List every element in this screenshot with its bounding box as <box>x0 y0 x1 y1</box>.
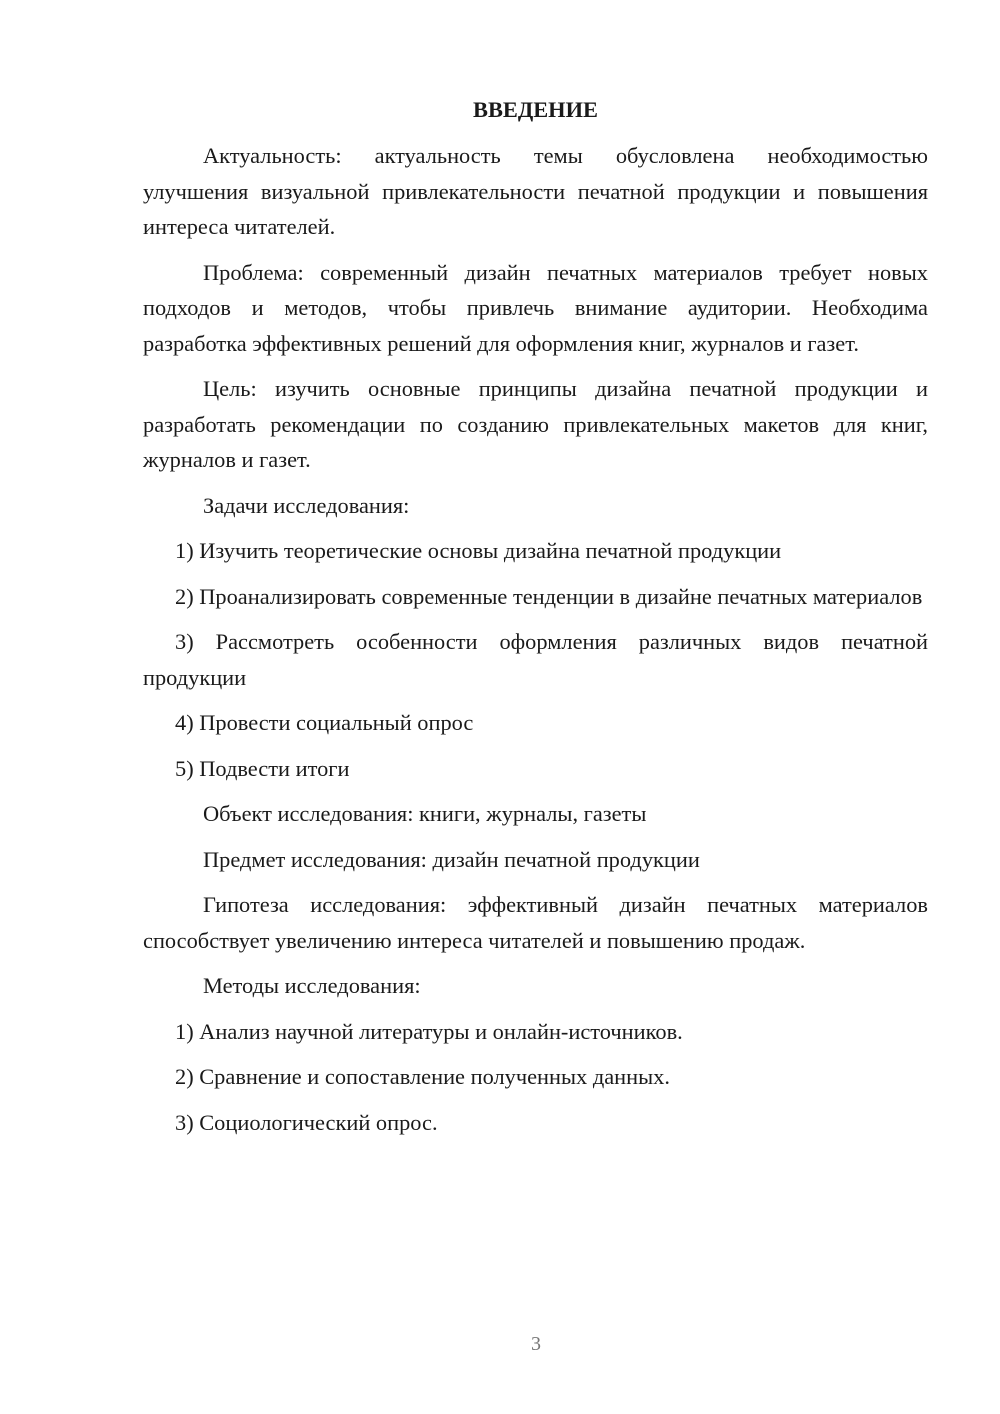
research-hypothesis: Гипотеза исследования: эффективный дизайн печатных материалов способствует увеличению интереса читателей и повышению продаж. <box>143 892 928 953</box>
document-page <box>143 92 928 1150</box>
research-object: Объект исследования: книги, журналы, газеты <box>203 801 647 826</box>
tasks-heading: Задачи исследования: <box>203 492 410 518</box>
method-item: 3) Социологический опрос. <box>175 1109 438 1135</box>
method-item: 1) Анализ научной литературы и онлайн-источников. <box>175 1018 683 1044</box>
task-item: 4) Провести социальный опрос <box>175 710 474 735</box>
task-item: 1) Изучить теоретические основы дизайна печатной продукции <box>175 538 782 563</box>
method-item: 2) Сравнение и сопоставление полученных данных. <box>175 1064 670 1089</box>
relevance-paragraph: Актуальность: актуальность темы обусловлена необходимостью улучшения визуальной привлекательности печатной продукции и повышения интереса читателей. <box>143 143 928 239</box>
methods-heading: Методы исследования: <box>203 973 421 998</box>
problem-paragraph: Проблема: современный дизайн печатных материалов требует новых подходов и методов, чтобы привлечь внимание аудитории. Необходима разработка эффективных решений для оформления книг, журналов и газет. <box>143 259 928 356</box>
goal-paragraph: Цель: изучить основные принципы дизайна печатной продукции и разработать рекомендации по созданию привлекательных макетов для книг, журналов и газет. <box>143 376 928 472</box>
task-item: 5) Подвести итоги <box>175 755 350 781</box>
task-item: 2) Проанализировать современные тенденции в дизайне печатных материалов <box>175 583 923 609</box>
task-item: 3) Рассмотреть особенности оформления различных видов печатной продукции <box>143 629 928 690</box>
research-subject: Предмет исследования: дизайн печатной продукции <box>203 846 700 872</box>
page-number: 3 <box>531 1333 541 1355</box>
section-title: ВВЕДЕНИЕ <box>473 97 598 122</box>
